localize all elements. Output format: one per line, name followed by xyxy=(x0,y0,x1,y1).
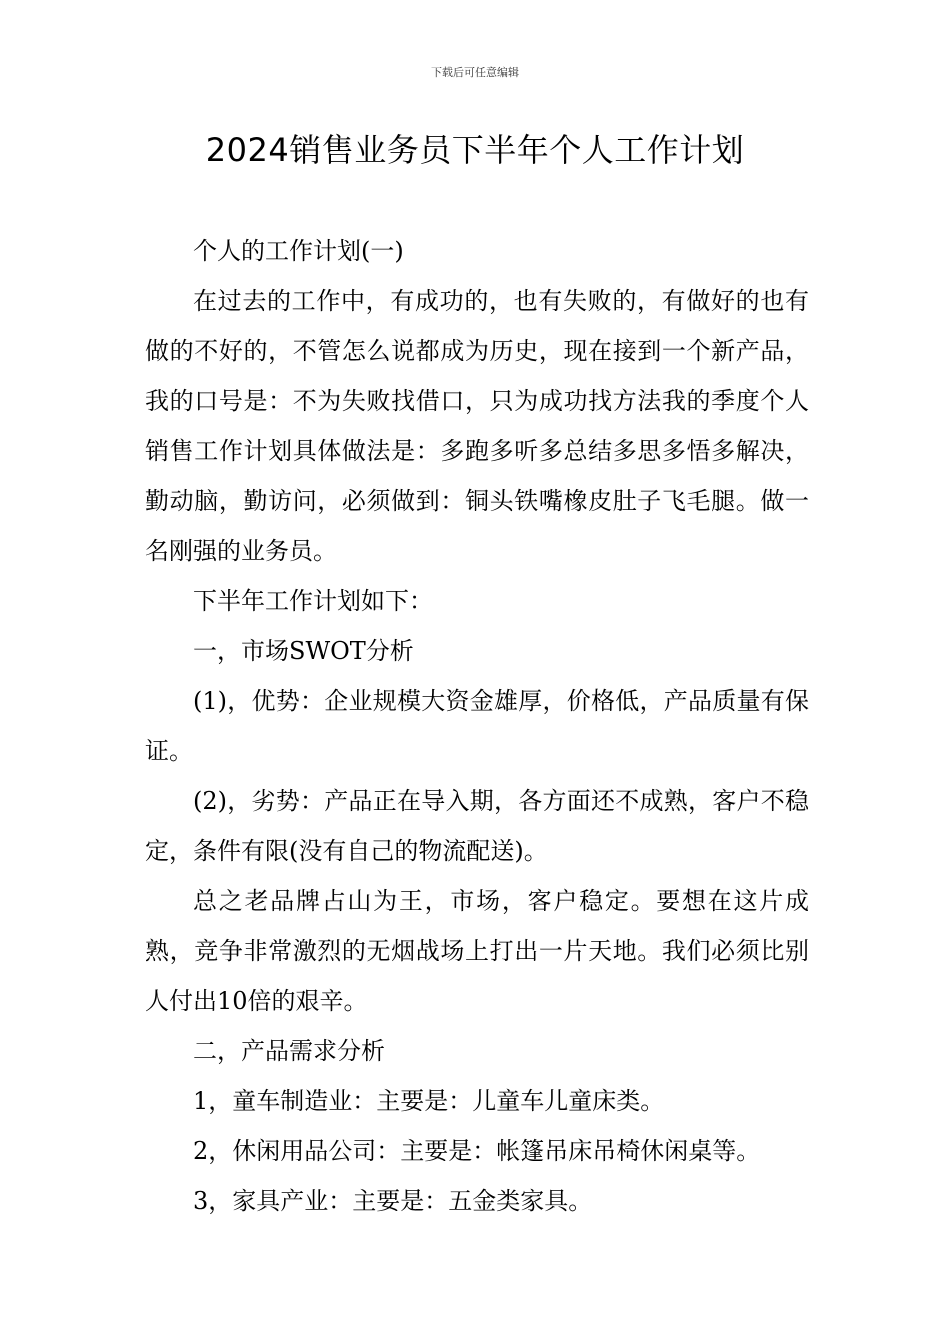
section-heading-demand: 二，产品需求分析 xyxy=(193,1037,385,1065)
list-item-demand-3: 3，家具产业：主要是：五金类家具。 xyxy=(193,1187,593,1215)
paragraph-strengths: (1)，优势：企业规模大资金雄厚，价格低，产品质量有保证。 xyxy=(145,687,809,765)
document-title: 2024销售业务员下半年个人工作计划 xyxy=(205,131,745,169)
header-note: 下载后可任意编辑 xyxy=(431,66,519,79)
paragraph-summary: 总之老品牌占山为王，市场，客户稳定。要想在这片成熟，竞争非常激烈的无烟战场上打出一片天地。我们必须比别人付出10倍的艰辛。 xyxy=(145,887,809,1015)
paragraph-weaknesses: (2)，劣势：产品正在导入期，各方面还不成熟，客户不稳定，条件有限(没有自己的物流配送)。 xyxy=(145,787,809,865)
paragraph-intro: 在过去的工作中，有成功的，也有失败的，有做好的也有做的不好的，不管怎么说都成为历史，现在接到一个新产品，我的口号是：不为失败找借口，只为成功找方法我的季度个人销售工作计划具体做法是：多跑多听多总结多思多悟多解决，勤动脑，勤访问，必须做到：铜头铁嘴橡皮肚子飞毛腿。做一名刚强的业务员。 xyxy=(145,287,809,565)
paragraph-plan-heading: 个人的工作计划(一) xyxy=(193,237,404,265)
paragraph-plan-lead: 下半年工作计划如下： xyxy=(193,587,433,615)
list-item-demand-2: 2，休闲用品公司：主要是：帐篷吊床吊椅休闲桌等。 xyxy=(193,1137,761,1165)
list-item-demand-1: 1，童车制造业：主要是：儿童车儿童床类。 xyxy=(193,1087,665,1115)
section-heading-swot: 一，市场SWOT分析 xyxy=(193,637,414,665)
document-body xyxy=(145,226,809,1226)
